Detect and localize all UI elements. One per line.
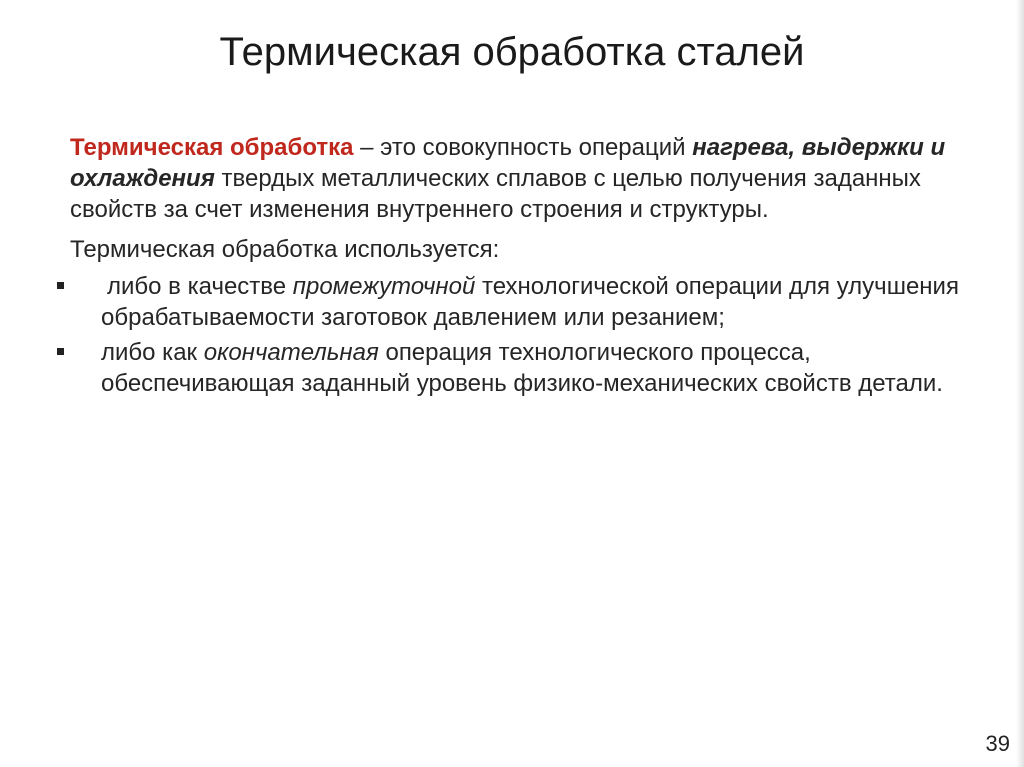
bullet-text-before: либо как — [101, 339, 204, 366]
bullet-text — [101, 339, 943, 397]
definition-emphasis: нагрева, выдержки и охлаждения — [70, 134, 946, 192]
bullet-text — [101, 273, 959, 331]
page-number: 39 — [985, 731, 1010, 756]
definition-term: Термическая обработка — [70, 134, 354, 161]
definition-dash-text: – это совокупность операций — [353, 134, 693, 161]
square-bullet-icon — [57, 282, 64, 289]
list-item — [57, 337, 961, 399]
slide-body — [70, 132, 970, 399]
usage-bullet-list — [57, 271, 957, 399]
definition-paragraph — [70, 132, 960, 225]
bullet-text-after: операция технологического процесса, обеспечивающая заданный уровень физико-механических свойств детали. — [101, 339, 943, 397]
page-edge-shadow — [1016, 0, 1024, 767]
list-item — [57, 271, 961, 333]
bullet-text-after: технологической операции для улучшения обрабатываемости заготовок давлением или резанием; — [101, 273, 959, 331]
bullet-italic-term: окончательная — [203, 339, 379, 366]
slide-title: Термическая обработка сталей — [219, 30, 805, 74]
square-bullet-icon — [57, 348, 64, 355]
bullet-italic-term: промежуточной — [292, 273, 476, 300]
bullet-text-before: либо в качестве — [107, 273, 293, 300]
definition-rest: твердых металлических сплавов с целью получения заданных свойств за счет изменения внутреннего строения и структуры. — [70, 165, 921, 223]
usage-intro: Термическая обработка используется: — [70, 236, 500, 263]
